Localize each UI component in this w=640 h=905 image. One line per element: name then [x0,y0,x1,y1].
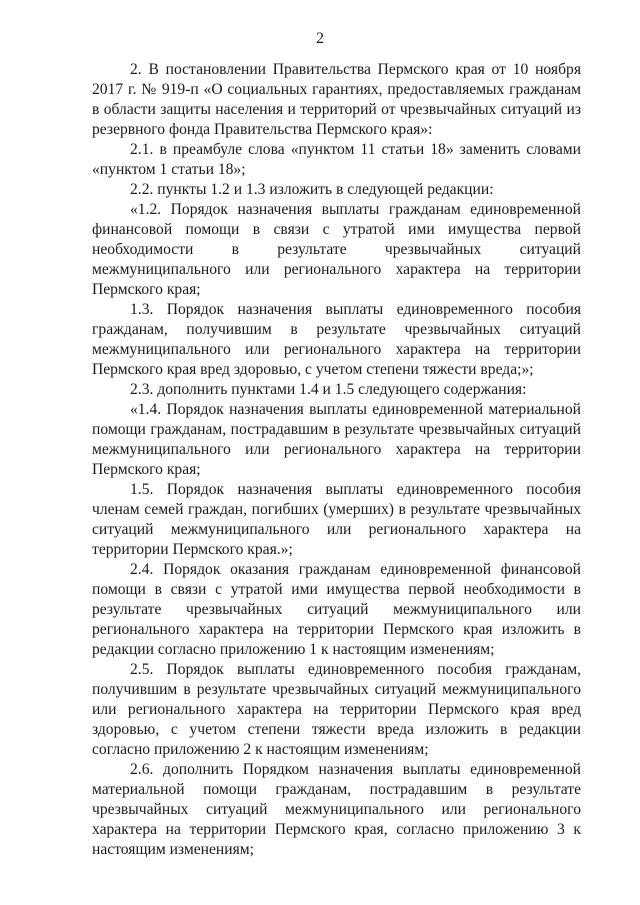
paragraph-2-3: 2.3. дополнить пунктами 1.4 и 1.5 следующего содержания: [130,381,527,398]
paragraph-2-4: 2.4. Порядок оказания гражданам единовременной финансовой помощи в связи с утратой ими имущества первой необходимости в результате чрезвычайных ситуаций межмуниципального или регионального характера на территории Пермского края изложить в редакции согласно приложению 1 к настоящим изменениям; [92,561,581,658]
paragraph-2-5: 2.5. Порядок выплаты единовременного пособия гражданам, получившим в результате чрезвычайных ситуаций межмуниципального или регионального характера на территории Пермского края вред здоровью, с учетом степени тяжести вреда изложить в редакции согласно приложению 2 к настоящим изменениям; [92,661,581,758]
document-body [92,60,581,860]
paragraph-1-2: «1.2. Порядок назначения выплаты гражданам единовременной финансовой помощи в связи с утратой ими имущества первой необходимости в результате чрезвычайных ситуаций межмуниципального или регионального характера на территории Пермского края; [92,201,581,298]
paragraph-1-4: «1.4. Порядок назначения выплаты единовременной материальной помощи гражданам, пострадавшим в результате чрезвычайных ситуаций межмуниципального или регионального характера на территории Пермского края; [92,401,581,478]
paragraph-1-3: 1.3. Порядок назначения выплаты единовременного пособия гражданам, получившим в результате чрезвычайных ситуаций межмуниципального или регионального характера на территории Пермского края вред здоровью, с учетом степени тяжести вреда;»; [92,301,581,378]
paragraph-2-2: 2.2. пункты 1.2 и 1.3 изложить в следующей редакции: [130,181,494,198]
paragraph-2-6: 2.6. дополнить Порядком назначения выплаты единовременной материальной помощи гражданам, пострадавшим в результате чрезвычайных ситуаций межмуниципального или регионального характера на территории Пермского края, согласно приложению 3 к настоящим изменениям; [92,761,581,858]
page-number: 2 [316,30,324,47]
paragraph-2-1: 2.1. в преамбуле слова «пунктом 11 статьи 18» заменить словами «пунктом 1 статьи 18»; [92,141,581,178]
paragraph-1-5: 1.5. Порядок назначения выплаты единовременного пособия членам семей граждан, погибших (умерших) в результате чрезвычайных ситуаций межмуниципального или регионального характера на территории Пермского края.»; [92,481,581,558]
paragraph-2: 2. В постановлении Правительства Пермского края от 10 ноября 2017 г. № 919-п «О социальных гарантиях, предоставляемых гражданам в области защиты населения и территорий от чрезвычайных ситуаций из резервного фонда Правительства Пермского края»: [92,61,581,138]
